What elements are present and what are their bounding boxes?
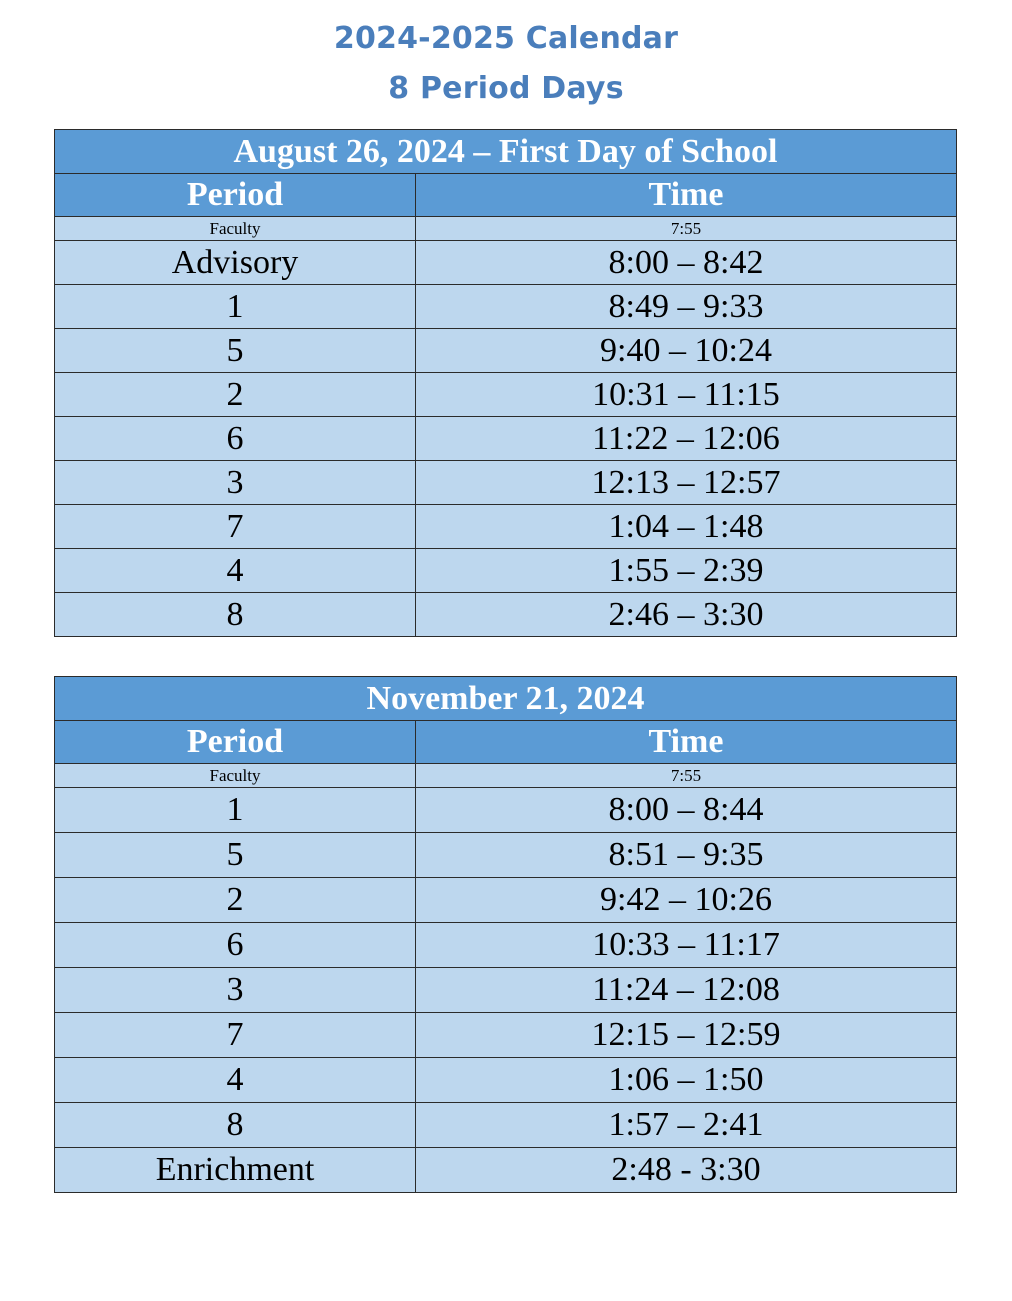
schedule-table-first-day xyxy=(54,129,957,637)
time-cell: 1:57 – 2:41 xyxy=(416,1103,957,1148)
table-row xyxy=(55,1013,957,1058)
faculty-time: 7:55 xyxy=(416,764,957,788)
time-cell: 9:42 – 10:26 xyxy=(416,878,957,923)
period-cell: 7 xyxy=(55,505,416,549)
column-header-time: Time xyxy=(416,721,957,764)
period-cell: 3 xyxy=(55,968,416,1013)
time-cell: 11:24 – 12:08 xyxy=(416,968,957,1013)
time-cell: 1:55 – 2:39 xyxy=(416,549,957,593)
period-cell: 5 xyxy=(55,833,416,878)
time-cell: 8:49 – 9:33 xyxy=(416,285,957,329)
period-cell: 4 xyxy=(55,549,416,593)
period-cell: Advisory xyxy=(55,241,416,285)
table-row xyxy=(55,1058,957,1103)
time-cell: 2:48 - 3:30 xyxy=(416,1148,957,1193)
table-row xyxy=(55,549,957,593)
page-subtitle: 8 Period Days xyxy=(388,71,624,106)
table-row xyxy=(55,968,957,1013)
faculty-time: 7:55 xyxy=(416,217,957,241)
period-cell: 2 xyxy=(55,878,416,923)
period-cell: 5 xyxy=(55,329,416,373)
table-row xyxy=(55,373,957,417)
time-cell: 9:40 – 10:24 xyxy=(416,329,957,373)
table-row xyxy=(55,461,957,505)
faculty-label: Faculty xyxy=(55,764,416,788)
time-cell: 12:13 – 12:57 xyxy=(416,461,957,505)
period-cell: 7 xyxy=(55,1013,416,1058)
schedule-heading: November 21, 2024 xyxy=(55,677,957,721)
period-cell: 6 xyxy=(55,417,416,461)
time-cell: 8:51 – 9:35 xyxy=(416,833,957,878)
column-header-period: Period xyxy=(55,721,416,764)
time-cell: 12:15 – 12:59 xyxy=(416,1013,957,1058)
period-cell: 6 xyxy=(55,923,416,968)
period-cell: 3 xyxy=(55,461,416,505)
time-cell: 1:06 – 1:50 xyxy=(416,1058,957,1103)
time-cell: 2:46 – 3:30 xyxy=(416,593,957,637)
period-cell: Enrichment xyxy=(55,1148,416,1193)
table-row xyxy=(55,1103,957,1148)
period-cell: 8 xyxy=(55,593,416,637)
column-header-time: Time xyxy=(416,174,957,217)
period-cell: 8 xyxy=(55,1103,416,1148)
period-cell: 2 xyxy=(55,373,416,417)
period-cell: 4 xyxy=(55,1058,416,1103)
table-row xyxy=(55,788,957,833)
column-header-period: Period xyxy=(55,174,416,217)
faculty-row xyxy=(55,764,957,788)
period-cell: 1 xyxy=(55,285,416,329)
time-cell: 11:22 – 12:06 xyxy=(416,417,957,461)
table-row xyxy=(55,505,957,549)
page-title: 2024-2025 Calendar xyxy=(333,21,679,56)
time-cell: 8:00 – 8:44 xyxy=(416,788,957,833)
table-row xyxy=(55,878,957,923)
time-cell: 10:33 – 11:17 xyxy=(416,923,957,968)
time-cell: 10:31 – 11:15 xyxy=(416,373,957,417)
table-row xyxy=(55,593,957,637)
schedule-table-november xyxy=(54,676,957,1193)
period-cell: 1 xyxy=(55,788,416,833)
table-row xyxy=(55,285,957,329)
faculty-row xyxy=(55,217,957,241)
page-title-block xyxy=(0,14,1012,114)
time-cell: 8:00 – 8:42 xyxy=(416,241,957,285)
table-row xyxy=(55,923,957,968)
table-row xyxy=(55,833,957,878)
table-row xyxy=(55,1148,957,1193)
table-row xyxy=(55,241,957,285)
faculty-label: Faculty xyxy=(55,217,416,241)
schedule-heading: August 26, 2024 – First Day of School xyxy=(55,130,957,174)
table-row xyxy=(55,329,957,373)
table-row xyxy=(55,417,957,461)
time-cell: 1:04 – 1:48 xyxy=(416,505,957,549)
